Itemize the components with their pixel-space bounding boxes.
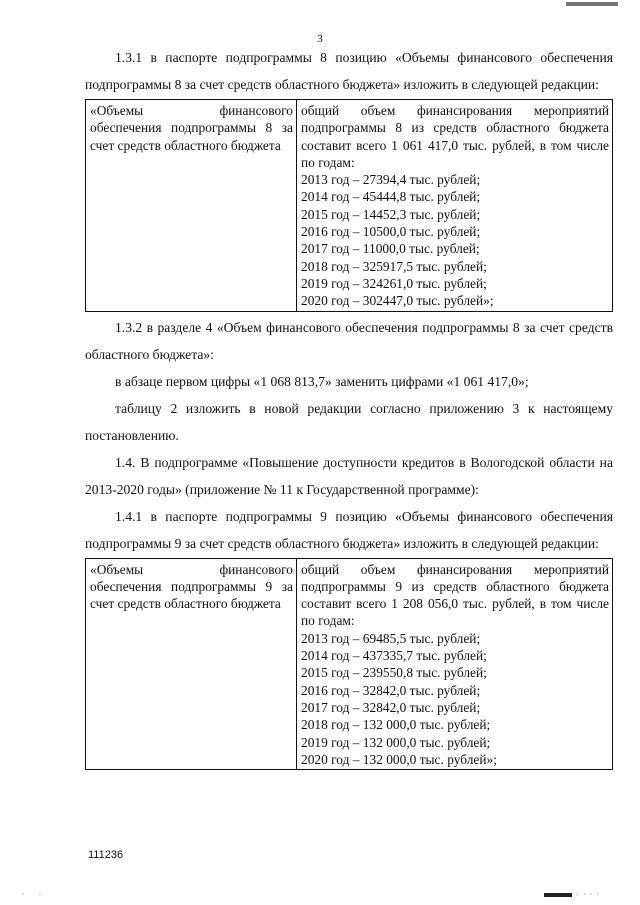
paragraph-1-3-1: 1.3.1 в паспорте подпрограммы 8 позицию «Объемы финансового обеспечения подпрограммы 8 за счет средств областного бюджета» изложить в следующей редакции: — [85, 50, 613, 92]
year-line: 2016 год – 32842,0 тыс. рублей; — [301, 682, 481, 698]
page-number: 3 — [317, 33, 323, 45]
year-line: 2019 год – 132 000,0 тыс. рублей; — [301, 734, 491, 750]
year-line: 2017 год – 11000,0 тыс. рублей; — [301, 241, 480, 257]
year-line: 2020 год – 302447,0 тыс. рублей»; — [301, 293, 494, 309]
year-line: 2019 год – 324261,0 тыс. рублей; — [301, 275, 487, 291]
year-line: 2015 год – 14452,3 тыс. рублей; — [301, 206, 481, 222]
year-line: 2020 год – 132 000,0 тыс. рублей»; — [301, 751, 497, 767]
year-line: 2017 год – 32842,0 тыс. рублей; — [301, 699, 481, 715]
year-line: 2015 год – 239550,8 тыс. рублей; — [301, 665, 487, 681]
table-left-cell — [86, 558, 297, 770]
table-right-cell — [297, 100, 613, 312]
paragraph-1-4-1: 1.4.1 в паспорте подпрограммы 9 позицию «Объемы финансового обеспечения подпрограммы 9 за счет средств областного бюджета» изложить в следующей редакции: — [85, 508, 613, 551]
position-title: «Объемы финансового обеспечения подпрограммы 8 за счет средств областного бюджета — [90, 103, 293, 153]
year-line: 2014 год – 45444,8 тыс. рублей; — [301, 189, 481, 205]
position-title: «Объемы финансового обеспечения подпрограммы 9 за счет средств областного бюджета — [90, 561, 293, 612]
paragraph-first-abzac: в абзаце первом цифры «1 068 813,7» заменить цифрами «1 061 417,0»; — [115, 373, 529, 389]
amendment-table-subprogram-8 — [85, 99, 613, 312]
funding-summary: общий объем финансирования мероприятий подпрограммы 9 из средств областного бюджета составит всего 1 208 056,0 тыс. рублей, в том числе по годам: — [301, 561, 609, 629]
year-line: 2016 год – 10500,0 тыс. рублей; — [301, 224, 481, 240]
paragraph-1-3-2: 1.3.2 в разделе 4 «Объем финансового обеспечения подпрограммы 8 за счет средств областного бюджета»: — [85, 319, 613, 362]
table-right-cell — [297, 558, 613, 770]
amendment-table-subprogram-9 — [85, 558, 613, 771]
year-line: 2013 год – 27394,4 тыс. рублей; — [301, 172, 481, 188]
year-line: 2018 год – 132 000,0 тыс. рублей; — [301, 717, 491, 733]
scan-mark-top — [566, 2, 618, 6]
document-body — [85, 44, 613, 772]
scan-mark-bottom-right: · · · · — [544, 890, 600, 899]
table-left-cell — [86, 100, 297, 312]
paragraph-1-4: 1.4. В подпрограмме «Повышение доступности кредитов в Вологодской области на 2013-2020 годы» (приложение № 11 к Государственной программе): — [85, 454, 613, 497]
document-code: 111236 — [88, 849, 124, 861]
paragraph-table-2: таблицу 2 изложить в новой редакции согласно приложению 3 к настоящему постановлению. — [85, 400, 613, 443]
scan-mark-bottom-left: · · — [22, 890, 48, 899]
year-line: 2018 год – 325917,5 тыс. рублей; — [301, 258, 487, 274]
year-line: 2013 год – 69485,5 тыс. рублей; — [301, 630, 481, 646]
year-line: 2014 год – 437335,7 тыс. рублей; — [301, 648, 487, 664]
funding-summary: общий объем финансирования мероприятий подпрограммы 8 из средств областного бюджета составит всего 1 061 417,0 тыс. рублей, в том числе по годам: — [301, 103, 609, 170]
